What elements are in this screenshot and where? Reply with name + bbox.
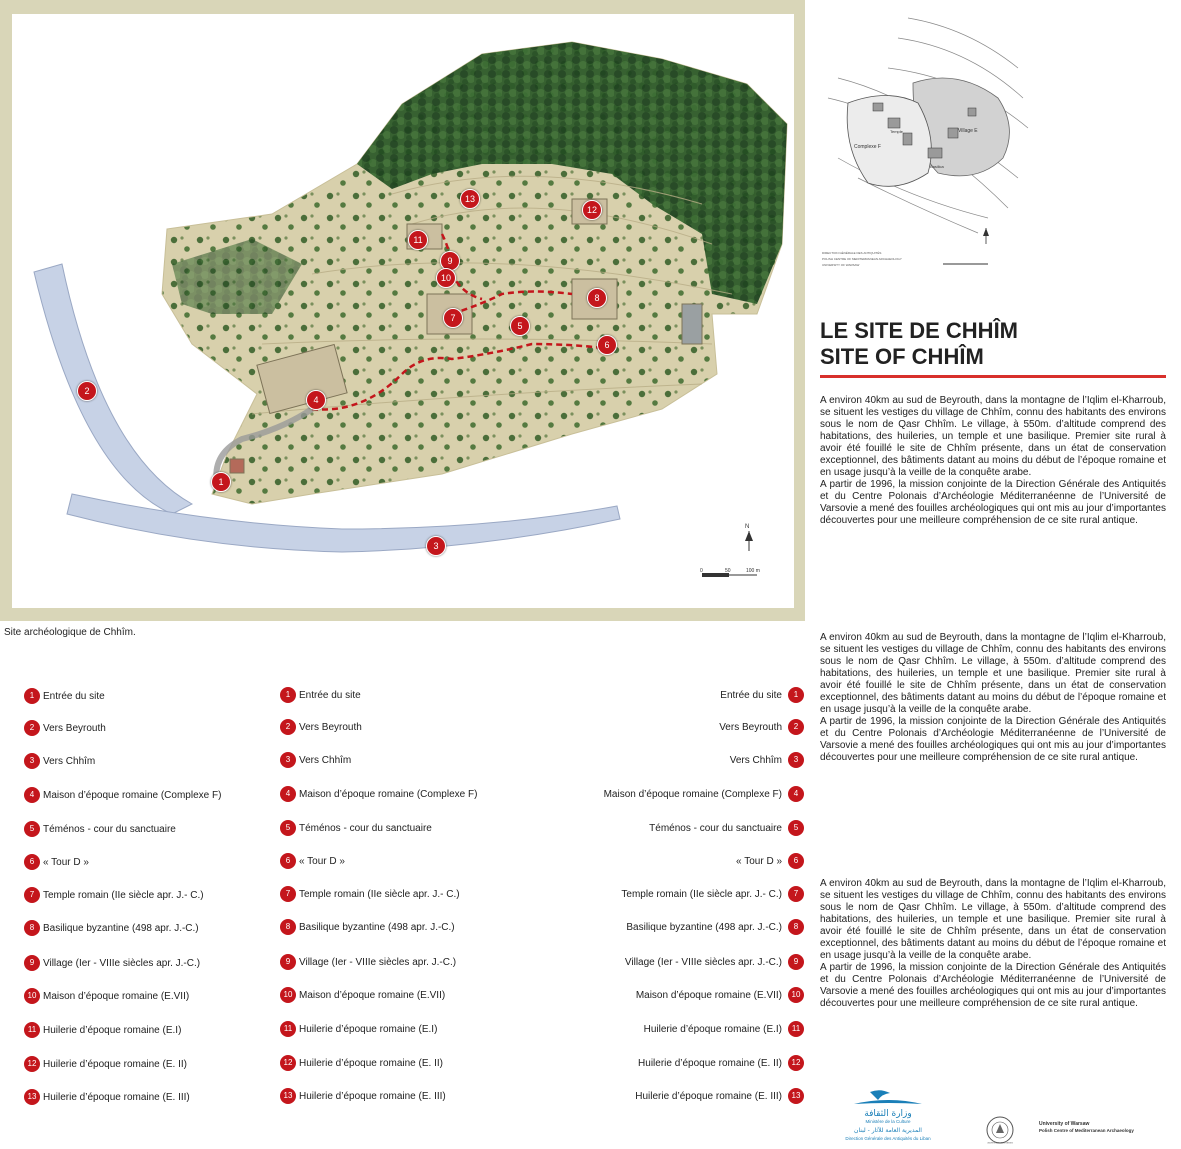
plan-label-village: Village E — [958, 128, 978, 134]
legend-label: Entrée du site — [43, 691, 105, 702]
legend-label: « Tour D » — [736, 856, 782, 867]
legend-number-badge: 10 — [788, 987, 804, 1003]
legend-item-12 — [24, 1056, 274, 1074]
legend-number-badge: 3 — [788, 752, 804, 768]
map-marker-7[interactable]: 7 — [443, 308, 463, 328]
legend-number-badge: 13 — [24, 1089, 40, 1105]
legend-number-badge: 7 — [788, 886, 804, 902]
legend-label: Huilerie d’époque romaine (E.I) — [43, 1025, 182, 1036]
plan-credit-2: POLISH CENTRE OF MEDITERRANEAN ARCHAEOLOGY — [822, 257, 902, 261]
map-marker-12[interactable]: 12 — [582, 200, 602, 220]
legend-number-badge: 11 — [24, 1022, 40, 1038]
text-block-1-p2: A partir de 1996, la mission conjointe de la Direction Générale des Antiquités et du Centre Polonais d’Archéologie Méditerranéenne de l’Université de Varsovie a mené des fouilles archéologiques qui ont mis au jour d’importantes découvertes pour une meilleure compréhension de ce site rural antique. — [820, 479, 1166, 526]
legend-item-7 — [280, 886, 530, 904]
legend-item-4 — [24, 787, 274, 805]
legend-number-badge: 10 — [280, 987, 296, 1003]
scale-bar — [700, 568, 760, 577]
map-marker-2[interactable]: 2 — [77, 381, 97, 401]
legend-item-13 — [280, 1088, 530, 1106]
map-marker-9[interactable]: 9 — [440, 251, 460, 271]
legend-number-badge: 6 — [280, 853, 296, 869]
ministry-ar: وزارة الثقافة — [864, 1109, 912, 1119]
legend-number-badge: 6 — [788, 853, 804, 869]
legend-label: Vers Chhîm — [299, 755, 352, 766]
legend-number-badge: 1 — [280, 687, 296, 703]
plan-label-basilica: Basilica — [930, 164, 944, 169]
legend-number-badge: 4 — [280, 786, 296, 802]
legend-item-9 — [540, 954, 804, 972]
legend-number-badge: 11 — [280, 1021, 296, 1037]
legend-number-badge: 3 — [24, 753, 40, 769]
legend-item-5 — [24, 821, 274, 839]
legend-label: Maison d’époque romaine (Complexe F) — [299, 789, 478, 800]
legend-number-badge: 2 — [788, 719, 804, 735]
legend-number-badge: 13 — [788, 1088, 804, 1104]
uw-line1: University of Warsaw — [1039, 1121, 1090, 1127]
legend-label: Maison d’époque romaine (E.VII) — [635, 990, 782, 1001]
legend-label: Vers Beyrouth — [719, 722, 782, 733]
legend-label: Maison d’époque romaine (E.VII) — [299, 990, 446, 1001]
legend-item-2 — [24, 720, 274, 738]
legend-item-8 — [540, 919, 804, 937]
legend-item-5 — [280, 820, 530, 838]
legend-number-badge: 9 — [788, 954, 804, 970]
map-marker-3[interactable]: 3 — [426, 536, 446, 556]
dga-fr: Direction Générale des Antiquités du Liban — [845, 1136, 931, 1141]
legend-label: Téménos - cour du sanctuaire — [299, 823, 432, 834]
text-block-2-p2: A partir de 1996, la mission conjointe de la Direction Générale des Antiquités et du Centre Polonais d’Archéologie Méditerranéenne de l’Université de Varsovie a mené des fouilles archéologiques qui ont mis au jour d’importantes découvertes pour une meilleure compréhension de ce site rural antique. — [820, 716, 1166, 763]
map-marker-10[interactable]: 10 — [436, 268, 456, 288]
site-plan — [818, 8, 1030, 276]
site-map — [12, 14, 794, 608]
map-marker-8[interactable]: 8 — [587, 288, 607, 308]
legend-item-3 — [24, 753, 274, 771]
map-marker-1[interactable]: 1 — [211, 472, 231, 492]
title-divider — [820, 375, 1166, 378]
legend-number-badge: 12 — [280, 1055, 296, 1071]
text-block-2-p1: A environ 40km au sud de Beyrouth, dans la montagne de l’Iqlim el-Kharroub, se situent les vestiges du village de Chhîm, connu des habitants des environs sous le nom de Qasr Chhîm. Le village, à 550m. d’altitude comprend des habitations, des huileries, un temple et une basilique. Premier site rural à avoir été fouillé le site de Chhîm présente, dans un état de conservation exceptionnel, des bâtiments datant au moins du début de l’époque romaine et en usage jusqu’à la veille de la conquête arabe. — [820, 632, 1166, 715]
legend-item-4 — [540, 786, 804, 804]
legend-label: Basilique byzantine (498 apr. J.-C.) — [626, 922, 782, 933]
legend-item-10 — [24, 988, 274, 1006]
text-block-1 — [820, 395, 1166, 527]
legend-number-badge: 8 — [24, 920, 40, 936]
legend-number-badge: 9 — [280, 954, 296, 970]
north-label: N — [745, 524, 750, 530]
road-chhim — [67, 494, 620, 552]
text-block-2 — [820, 632, 1166, 764]
legend-item-12 — [540, 1055, 804, 1073]
plan-credit-3: UNIVERSITY OF WARSAW — [822, 263, 860, 267]
legend-number-badge: 8 — [280, 919, 296, 935]
map-caption: Site archéologique de Chhîm. — [4, 627, 136, 638]
legend-item-5 — [540, 820, 804, 838]
legend-item-9 — [24, 955, 274, 973]
legend-number-badge: 6 — [24, 854, 40, 870]
map-marker-5[interactable]: 5 — [510, 316, 530, 336]
legend-item-12 — [280, 1055, 530, 1073]
legend-item-13 — [540, 1088, 804, 1106]
page-title — [820, 318, 1018, 370]
legend-item-10 — [540, 987, 804, 1005]
legend-number-badge: 4 — [24, 787, 40, 803]
legend-label: Huilerie d’époque romaine (E.I) — [643, 1024, 782, 1035]
legend-label: Huilerie d’époque romaine (E. II) — [299, 1058, 443, 1069]
legend-item-10 — [280, 987, 530, 1005]
legend-number-badge: 9 — [24, 955, 40, 971]
legend-number-badge: 10 — [24, 988, 40, 1004]
text-block-3-p2: A partir de 1996, la mission conjointe de la Direction Générale des Antiquités et du Centre Polonais d’Archéologie Méditerranéenne de l’Université de Varsovie a mené des fouilles archéologiques qui ont mis au jour d’importantes découvertes pour une meilleure compréhension de ce site rural antique. — [820, 962, 1166, 1009]
legend-label: « Tour D » — [43, 857, 89, 868]
scale-label-100: 100 m — [746, 568, 760, 574]
legend-label: Basilique byzantine (498 apr. J.-C.) — [43, 923, 199, 934]
legend-label: Huilerie d’époque romaine (E.I) — [299, 1024, 438, 1035]
ministry-fr: Ministère de la Culture — [865, 1119, 911, 1124]
legend-number-badge: 1 — [24, 688, 40, 704]
legend-item-3 — [280, 752, 530, 770]
scale-label-50: 50 — [725, 568, 731, 574]
legend-label: Vers Chhîm — [43, 756, 96, 767]
legend-number-badge: 2 — [24, 720, 40, 736]
legend-number-badge: 7 — [280, 886, 296, 902]
uw-seal-text: UNIVERSITAS VARSOVIENSIS — [987, 1142, 1013, 1145]
legend-item-7 — [540, 886, 804, 904]
legend-item-11 — [540, 1021, 804, 1039]
legend-item-11 — [24, 1022, 274, 1040]
legend-item-2 — [540, 719, 804, 737]
legend-label: Maison d’époque romaine (Complexe F) — [603, 789, 782, 800]
north-arrow-icon — [745, 524, 753, 551]
site-map-image — [12, 14, 794, 608]
legend-item-1 — [540, 687, 804, 705]
legend-number-badge: 3 — [280, 752, 296, 768]
plan-credit-1: DIRECTION GÉNÉRALE DES ANTIQUITÉS — [822, 251, 882, 255]
legend-item-11 — [280, 1021, 530, 1039]
legend-label: Basilique byzantine (498 apr. J.-C.) — [299, 922, 455, 933]
legend-label: Huilerie d’époque romaine (E. III) — [299, 1091, 446, 1102]
title-en: SITE OF CHHÎM — [820, 344, 984, 369]
legend-number-badge: 5 — [788, 820, 804, 836]
scale-label-0: 0 — [700, 568, 703, 574]
legend-number-badge: 13 — [280, 1088, 296, 1104]
legend-label: Téménos - cour du sanctuaire — [649, 823, 782, 834]
legend-item-8 — [280, 919, 530, 937]
text-block-1-p1: A environ 40km au sud de Beyrouth, dans la montagne de l’Iqlim el-Kharroub, se situent les vestiges du village de Chhîm, connu des habitants des environs sous le nom de Qasr Chhîm. Le village, à 550m. d’altitude comprend des habitations, des huileries, un temple et une basilique. Premier site rural à avoir été fouillé le site de Chhîm présente, dans un état de conservation exceptionnel, des bâtiments datant au moins du début de l’époque romaine et en usage jusqu’à la veille de la conquête arabe. — [820, 395, 1166, 478]
legend-item-13 — [24, 1089, 274, 1107]
map-marker-13[interactable]: 13 — [460, 189, 480, 209]
legend-number-badge: 4 — [788, 786, 804, 802]
legend-item-7 — [24, 887, 274, 905]
legend-number-badge: 7 — [24, 887, 40, 903]
legend-label: Vers Chhîm — [729, 755, 782, 766]
legend-label: Village (Ier - VIIIe siècles apr. J.-C.) — [43, 958, 201, 969]
legend-item-4 — [280, 786, 530, 804]
legend-item-6 — [540, 853, 804, 871]
uw-line2: Polish Centre of Mediterranean Archaeology — [1039, 1128, 1134, 1133]
legend-label: Huilerie d’époque romaine (E. II) — [638, 1058, 782, 1069]
ministry-logo — [818, 1088, 958, 1144]
legend-item-9 — [280, 954, 530, 972]
legend-label: Temple romain (IIe siècle apr. J.- C.) — [621, 889, 782, 900]
legend-label: Temple romain (IIe siècle apr. J.- C.) — [299, 889, 460, 900]
legend-item-1 — [280, 687, 530, 705]
legend-label: Maison d’époque romaine (E.VII) — [43, 991, 190, 1002]
legend-item-1 — [24, 688, 274, 706]
legend-number-badge: 12 — [788, 1055, 804, 1071]
plan-label-temple: Temple — [890, 129, 903, 134]
map-marker-4[interactable]: 4 — [306, 390, 326, 410]
legend-label: Entrée du site — [720, 690, 782, 701]
legend-label: Vers Beyrouth — [299, 722, 362, 733]
legend-number-badge: 5 — [280, 820, 296, 836]
legend-label: Huilerie d’époque romaine (E. II) — [43, 1059, 187, 1070]
plan-label-complexe: Complexe F — [854, 144, 881, 150]
map-marker-11[interactable]: 11 — [408, 230, 428, 250]
title-fr: LE SITE DE CHHÎM — [820, 318, 1019, 343]
legend-label: Maison d’époque romaine (Complexe F) — [43, 790, 222, 801]
legend-item-2 — [280, 719, 530, 737]
legend-label: Huilerie d’époque romaine (E. III) — [635, 1091, 782, 1102]
legend-label: Huilerie d’époque romaine (E. III) — [43, 1092, 190, 1103]
legend-number-badge: 12 — [24, 1056, 40, 1072]
legend-number-badge: 1 — [788, 687, 804, 703]
text-block-3 — [820, 878, 1166, 1010]
university-logo — [985, 1115, 1165, 1145]
legend-label: Temple romain (IIe siècle apr. J.- C.) — [43, 890, 204, 901]
legend-label: « Tour D » — [299, 856, 345, 867]
legend-number-badge: 8 — [788, 919, 804, 935]
legend-label: Téménos - cour du sanctuaire — [43, 824, 176, 835]
legend-label: Vers Beyrouth — [43, 723, 106, 734]
legend-item-8 — [24, 920, 274, 938]
legend-item-6 — [280, 853, 530, 871]
legend-number-badge: 5 — [24, 821, 40, 837]
legend-label: Entrée du site — [299, 690, 361, 701]
legend-label: Village (Ier - VIIIe siècles apr. J.-C.) — [624, 957, 782, 968]
legend-number-badge: 11 — [788, 1021, 804, 1037]
legend-item-6 — [24, 854, 274, 872]
dga-ar: المديرية العامة للآثار - لبنان — [854, 1127, 922, 1134]
text-block-3-p1: A environ 40km au sud de Beyrouth, dans la montagne de l’Iqlim el-Kharroub, se situent les vestiges du village de Chhîm, connu des habitants des environs sous le nom de Qasr Chhîm. Le village, à 550m. d’altitude comprend des habitations, des huileries, un temple et une basilique. Premier site rural à avoir été fouillé le site de Chhîm présente, dans un état de conservation exceptionnel, des bâtiments datant au moins du début de l’époque romaine et en usage jusqu’à la veille de la conquête arabe. — [820, 878, 1166, 961]
legend-label: Village (Ier - VIIIe siècles apr. J.-C.) — [299, 957, 457, 968]
map-marker-6[interactable]: 6 — [597, 335, 617, 355]
legend-number-badge: 2 — [280, 719, 296, 735]
legend-item-3 — [540, 752, 804, 770]
